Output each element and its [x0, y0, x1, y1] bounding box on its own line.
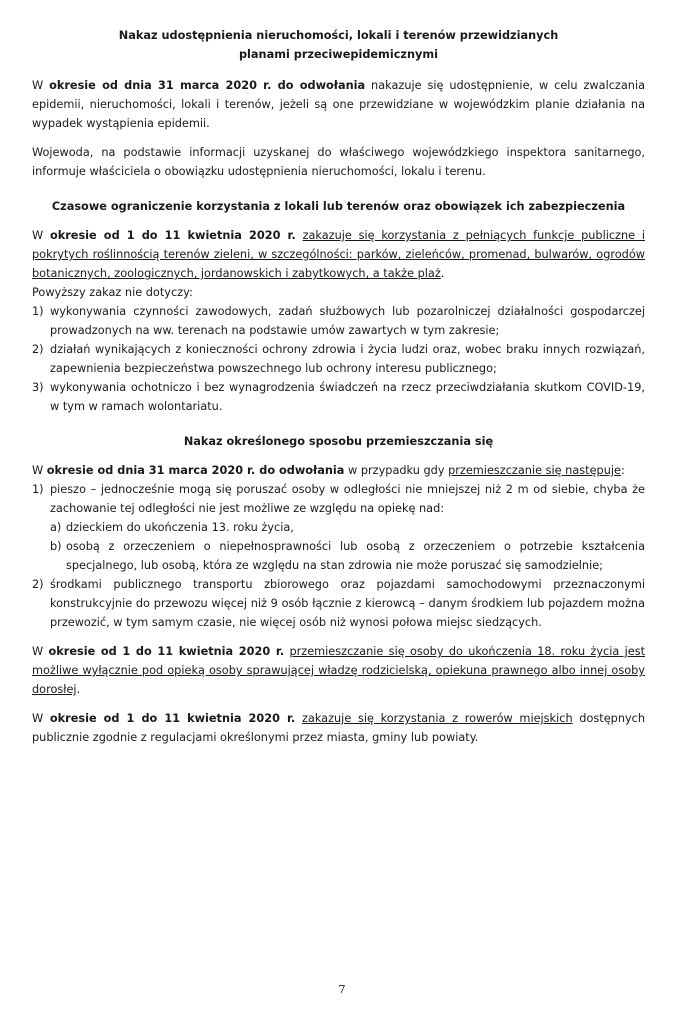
- underlined-text: zakazuje się korzystania z rowerów miejskich: [301, 712, 573, 725]
- underlined-text: przemieszczanie się osoby do ukończenia 18. roku życia jest możliwe wyłącznie pod opieką osoby sprawującej władzę rodzicielską, opiekuna prawnego albo innej osoby dorosłej: [32, 645, 646, 696]
- underlined-text: zakazuje się korzystania z pełniących funkcje publiczne i pokrytych roślinnością terenów zieleni, w szczególności: parków, zieleńców, promenad, bulwarów, ogrodów botanicznych, zoologicznych, jordanowskich i zabytkowych, a także plaż: [32, 229, 645, 280]
- paragraph-przemieszczanie: W okresie od dnia 31 marca 2020 r. do odwołania w przypadku gdy przemieszczanie się następuje:: [32, 464, 625, 477]
- section-heading-ograniczenie: Czasowe ograniczenie korzystania z lokali lub terenów oraz obowiązek ich zabezpieczenia: [51, 200, 626, 213]
- sub-list-item: b) osobą z orzeczeniem o niepełnosprawności lub osobą z orzeczeniem o potrzebie kształcenia specjalnego, lub osobą, która ze względu na stan zdrowia nie może poruszać się samodzielnie;: [50, 540, 645, 572]
- paragraph-zakaz-terenow: W okresie od 1 do 11 kwietnia 2020 r. zakazuje się korzystania z pełniących funkcje publiczne i pokrytych roślinnością terenów zieleni, w szczególności: parków, zieleńców, promenad, bulwarów, ogrodów botanicznych, zoologicznych, jordanowskich i zabytkowych, a także plaż.: [32, 229, 645, 280]
- paragraph-udostepnienie: W okresie od dnia 31 marca 2020 r. do odwołania nakazuje się udostępnienie, w celu zwalczania epidemii, nieruchomości, lokali i terenów, jeżeli są one przewidziane w wojewódzkim planie działania na wypadek wystąpienia epidemii.: [32, 79, 646, 130]
- page-number: 7: [338, 983, 346, 996]
- section-heading-przemieszczanie: Nakaz określonego sposobu przemieszczania się: [183, 435, 494, 448]
- paragraph-exceptions-intro: Powyższy zakaz nie dotyczy:: [32, 286, 193, 299]
- paragraph-wojewoda: Wojewoda, na podstawie informacji uzyskanej do właściwego wojewódzkiego inspektora sanitarnego, informuje właściciela o obowiązku udostępnienia nieruchomości, lokalu i terenu.: [32, 146, 645, 178]
- list-item: 2) środkami publicznego transportu zbiorowego oraz pojazdami samochodowymi przeznaczonymi konstrukcyjnie do przewozu więcej niż 9 osób łącznie z kierowcą – danym środkiem lub pojazdem można przewozić, w tym samym czasie, nie więcej osób niż wynosi połowa miejsc siedzących.: [32, 578, 645, 629]
- underlined-text: przemieszczanie się następuje: [448, 464, 621, 477]
- date-range: okresie od 1 do 11 kwietnia 2020 r.: [49, 229, 296, 242]
- list-item: 1) wykonywania czynności zawodowych, zadań służbowych lub pozarolniczej działalności gospodarczej prowadzonych na ww. terenach na podstawie umów zawartych w tym zakresie;: [32, 305, 645, 337]
- document-page: [32, 26, 645, 747]
- date-range: okresie od 1 do 11 kwietnia 2020 r.: [48, 645, 285, 658]
- section-heading-udostepnienie: Nakaz udostępnienia nieruchomości, lokali i terenów przewidzianych planami przeciwepidemicznymi: [118, 29, 559, 61]
- date-range: okresie od 1 do 11 kwietnia 2020 r.: [49, 712, 296, 725]
- list-item: 3) wykonywania ochotniczo i bez wynagrodzenia świadczeń na rzecz przeciwdziałania skutkom COVID-19, w tym w ramach wolontariatu.: [32, 381, 645, 413]
- paragraph-rowery: W okresie od 1 do 11 kwietnia 2020 r. zakazuje się korzystania z rowerów miejskich dostępnych publicznie zgodnie z regulacjami określonymi przez miasta, gminy lub powiaty.: [32, 712, 646, 744]
- paragraph-maloletni: W okresie od 1 do 11 kwietnia 2020 r. przemieszczanie się osoby do ukończenia 18. roku życia jest możliwe wyłącznie pod opieką osoby sprawującej władzę rodzicielską, opiekuna prawnego albo innej osoby dorosłej.: [32, 645, 646, 696]
- list-item: 1) pieszo – jednocześnie mogą się poruszać osoby w odległości nie mniejszej niż 2 m od siebie, chyba że zachowanie tej odległości nie jest możliwe ze względu na opiekę nad:: [32, 483, 645, 515]
- date-range: okresie od dnia 31 marca 2020 r. do odwołania: [46, 464, 345, 477]
- sub-list-item: a) dzieckiem do ukończenia 13. roku życia,: [50, 521, 294, 534]
- date-range: okresie od dnia 31 marca 2020 r. do odwołania: [49, 79, 366, 92]
- list-item: 2) działań wynikających z konieczności ochrony zdrowia i życia ludzi oraz, wobec braku innych rozwiązań, zapewnienia bezpieczeństwa powszechnego lub ochrony interesu publicznego;: [32, 343, 645, 375]
